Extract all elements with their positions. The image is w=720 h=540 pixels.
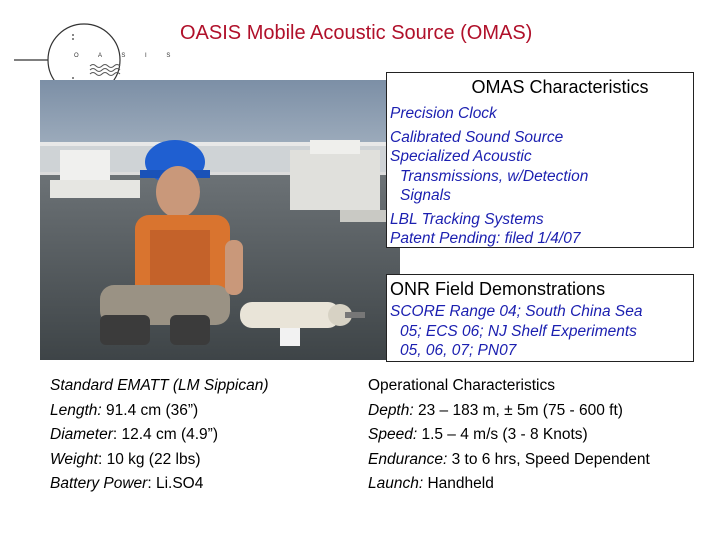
spec-value: : Li.SO4 — [147, 475, 204, 492]
onr-header: ONR Field Demonstrations — [390, 279, 606, 299]
spec-key: Battery Power — [50, 475, 148, 492]
spec-key: Launch: — [368, 475, 424, 492]
spec-row — [368, 399, 650, 424]
characteristic-item: Transmissions, w/Detection — [400, 167, 589, 185]
standard-specs — [50, 374, 269, 497]
omas-characteristics-box — [386, 72, 694, 248]
page-title: OASIS Mobile Acoustic Source (OMAS) — [180, 22, 533, 44]
spec-key: Speed: — [368, 426, 418, 443]
spec-key: Diameter — [50, 426, 113, 443]
spec-row — [50, 399, 269, 424]
spec-value: 23 – 183 m, ± 5m (75 - 600 ft) — [413, 401, 623, 419]
spec-row — [50, 423, 269, 448]
characteristic-item: Patent Pending: filed 1/4/07 — [390, 230, 581, 247]
spec-key: Weight — [50, 450, 98, 468]
spec-key: Endurance: — [368, 450, 448, 468]
spec-key: Depth: — [368, 401, 414, 419]
characteristic-item: Precision Clock — [390, 105, 497, 122]
spec-value: : 10 kg (22 lbs) — [97, 450, 201, 468]
spec-value: 1.5 – 4 m/s (3 - 8 Knots) — [417, 426, 588, 443]
spec-row — [50, 472, 269, 497]
deck-photo — [40, 80, 400, 360]
spec-row — [50, 448, 269, 473]
onr-demonstrations-box — [386, 274, 694, 362]
spec-row — [368, 448, 650, 473]
spec-value: 3 to 6 hrs, Speed Dependent — [447, 450, 650, 468]
spec-value: 91.4 cm (36”) — [101, 401, 199, 419]
characteristic-item: Calibrated Sound Source — [390, 128, 564, 146]
characteristics-header: OMAS Characteristics — [471, 77, 649, 97]
spec-row — [368, 423, 650, 448]
operational-specs — [368, 374, 650, 497]
characteristic-item: LBL Tracking Systems — [390, 210, 544, 228]
spec-value: : 12.4 cm (4.9”) — [112, 426, 218, 443]
characteristic-item: Specialized Acoustic — [390, 148, 532, 165]
onr-line: 05, 06, 07; PN07 — [400, 342, 517, 359]
onr-line: 05; ECS 06; NJ Shelf Experiments — [400, 322, 637, 340]
spec-value: Handheld — [423, 475, 494, 492]
logo-letters: O A S I S — [74, 53, 180, 59]
onr-line: SCORE Range 04; South China Sea — [390, 303, 643, 320]
characteristic-item: Signals — [400, 187, 451, 204]
operational-heading: Operational Characteristics — [368, 377, 555, 394]
standard-heading: Standard EMATT (LM Sippican) — [50, 377, 269, 394]
spec-key: Length: — [50, 401, 102, 419]
spec-row — [368, 472, 650, 497]
